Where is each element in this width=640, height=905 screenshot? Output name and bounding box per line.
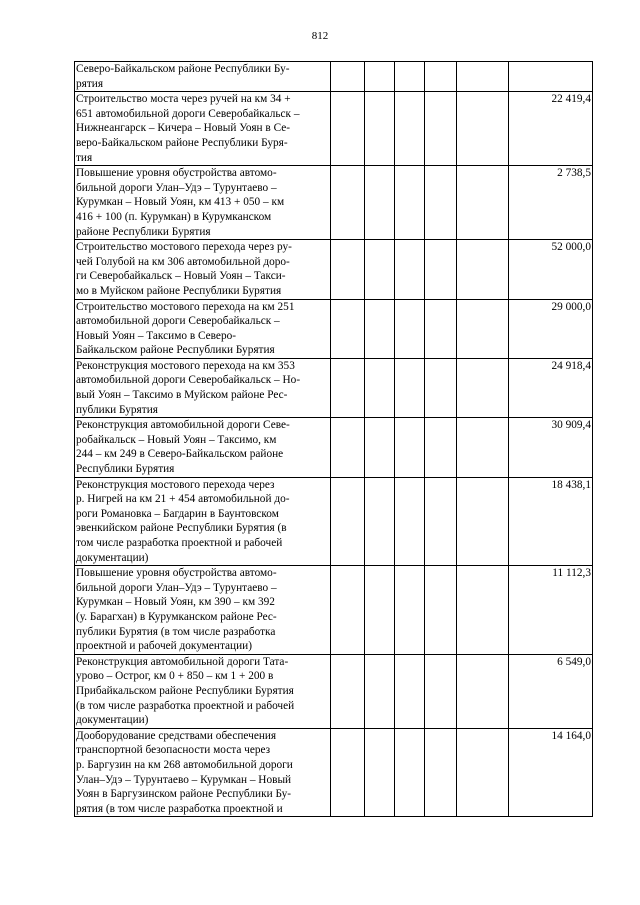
- empty-cell: [457, 654, 509, 728]
- row-description: [75, 358, 331, 417]
- description-line: Курумкан – Новый Уоян, км 390 – км 392: [76, 596, 275, 609]
- table-row: [75, 166, 593, 240]
- empty-cell: [395, 240, 425, 299]
- description-line: Реконструкция автомобильной дороги Севе-: [76, 419, 290, 432]
- description-line: публики Бурятия: [76, 403, 158, 416]
- empty-cell: [331, 566, 365, 655]
- empty-cell: [331, 728, 365, 817]
- table-row: [75, 299, 593, 358]
- empty-cell: [365, 240, 395, 299]
- row-description: [75, 299, 331, 358]
- description-line: Строительство мостового перехода через ру-: [76, 241, 292, 254]
- empty-cell: [365, 654, 395, 728]
- empty-cell: [425, 299, 457, 358]
- description-line: проектной и рабочей документации): [76, 640, 252, 653]
- empty-cell: [331, 358, 365, 417]
- description-line: Повышение уровня обустройства автомо-: [76, 167, 277, 180]
- row-description: [75, 240, 331, 299]
- description-line: Курумкан – Новый Уоян, км 413 + 050 – км: [76, 196, 285, 209]
- description-line: бильной дороги Улан–Удэ – Турунтаево –: [76, 181, 277, 194]
- row-description: [75, 728, 331, 817]
- description-line: тия: [76, 151, 93, 164]
- empty-cell: [365, 62, 395, 92]
- row-description: [75, 654, 331, 728]
- empty-cell: [395, 477, 425, 566]
- empty-cell: [457, 358, 509, 417]
- empty-cell: [395, 166, 425, 240]
- row-amount: 2 738,5: [509, 166, 593, 240]
- empty-cell: [457, 418, 509, 477]
- description-line: документации): [76, 714, 149, 727]
- empty-cell: [365, 358, 395, 417]
- page-number: 812: [311, 30, 329, 42]
- table-row: [75, 240, 593, 299]
- empty-cell: [365, 299, 395, 358]
- empty-cell: [331, 418, 365, 477]
- description-line: Прибайкальском районе Республики Бурятия: [76, 684, 294, 697]
- empty-cell: [365, 418, 395, 477]
- table-row: [75, 62, 593, 92]
- description-line: Реконструкция автомобильной дороги Тата-: [76, 655, 289, 668]
- description-line: районе Республики Бурятия: [76, 225, 211, 238]
- empty-cell: [331, 299, 365, 358]
- empty-cell: [331, 240, 365, 299]
- empty-cell: [365, 477, 395, 566]
- empty-cell: [457, 728, 509, 817]
- empty-cell: [395, 62, 425, 92]
- empty-cell: [457, 566, 509, 655]
- empty-cell: [457, 92, 509, 166]
- empty-cell: [331, 166, 365, 240]
- table-row: [75, 477, 593, 566]
- empty-cell: [425, 166, 457, 240]
- empty-cell: [425, 477, 457, 566]
- row-amount: 14 164,0: [509, 728, 593, 817]
- row-amount: 29 000,0: [509, 299, 593, 358]
- empty-cell: [425, 62, 457, 92]
- description-line: р. Нигрей на км 21 + 454 автомобильной до-: [76, 493, 290, 506]
- description-line: бильной дороги Улан–Удэ – Турунтаево –: [76, 581, 277, 594]
- empty-cell: [425, 240, 457, 299]
- description-line: Уоян в Баргузинском районе Республики Бу-: [76, 788, 292, 801]
- description-line: (в том числе разработка проектной и рабочей: [76, 699, 295, 712]
- description-line: Строительство мостового перехода на км 251: [76, 300, 295, 313]
- empty-cell: [365, 728, 395, 817]
- empty-cell: [365, 166, 395, 240]
- description-line: Республики Бурятия: [76, 463, 175, 476]
- empty-cell: [395, 654, 425, 728]
- description-line: автомобильной дороги Северобайкальск –: [76, 315, 280, 328]
- empty-cell: [395, 92, 425, 166]
- empty-cell: [457, 166, 509, 240]
- description-line: Новый Уоян – Таксимо в Северо-: [76, 329, 237, 342]
- empty-cell: [331, 654, 365, 728]
- description-line: Повышение уровня обустройства автомо-: [76, 567, 277, 580]
- empty-cell: [425, 654, 457, 728]
- empty-cell: [395, 299, 425, 358]
- row-amount: 24 918,4: [509, 358, 593, 417]
- description-line: публики Бурятия (в том числе разработка: [76, 625, 276, 638]
- row-description: [75, 418, 331, 477]
- empty-cell: [425, 566, 457, 655]
- description-line: 651 автомобильной дороги Северобайкальск –: [76, 107, 300, 120]
- empty-cell: [395, 418, 425, 477]
- description-line: Дооборудование средствами обеспечения: [76, 729, 277, 742]
- description-line: ги Северобайкальск – Новый Уоян – Такси-: [76, 270, 286, 283]
- empty-cell: [365, 92, 395, 166]
- description-line: (у. Барагхан) в Курумканском районе Рес-: [76, 610, 277, 623]
- description-line: 244 – км 249 в Северо-Байкальском районе: [76, 448, 284, 461]
- description-line: том числе разработка проектной и рабочей: [76, 537, 283, 549]
- description-line: робайкальск – Новый Уоян – Таксимо, км: [76, 433, 277, 446]
- description-line: Улан–Удэ – Турунтаево – Курумкан – Новый: [76, 773, 292, 786]
- table-row: [75, 566, 593, 655]
- row-amount: 6 549,0: [509, 654, 593, 728]
- description-line: эвенкийском районе Республики Бурятия (в: [76, 522, 287, 535]
- table-row: [75, 92, 593, 166]
- description-line: автомобильной дороги Северобайкальск – Но-: [76, 374, 301, 387]
- description-line: мо в Муйском районе Республики Бурятия: [76, 284, 282, 297]
- empty-cell: [395, 566, 425, 655]
- empty-cell: [457, 240, 509, 299]
- table-row: [75, 418, 593, 477]
- description-line: рятия (в том числе разработка проектной и: [76, 802, 283, 815]
- description-line: р. Баргузин на км 268 автомобильной дороги: [76, 758, 293, 771]
- description-line: Северо-Байкальском районе Республики Бу-: [76, 63, 290, 75]
- empty-cell: [425, 92, 457, 166]
- description-line: Реконструкция мостового перехода на км 353: [76, 359, 295, 372]
- empty-cell: [425, 418, 457, 477]
- empty-cell: [331, 92, 365, 166]
- description-line: Нижнеангарск – Кичера – Новый Уоян в Се-: [76, 122, 291, 135]
- empty-cell: [457, 62, 509, 92]
- description-line: чей Голубой на км 306 автомобильной доро-: [76, 255, 290, 268]
- empty-cell: [395, 358, 425, 417]
- description-line: веро-Байкальском районе Республики Буря-: [76, 136, 288, 149]
- row-amount: 52 000,0: [509, 240, 593, 299]
- description-line: урово – Острог, км 0 + 850 – км 1 + 200 в: [76, 670, 274, 683]
- empty-cell: [331, 62, 365, 92]
- empty-cell: [365, 566, 395, 655]
- row-amount: 18 438,1: [509, 477, 593, 566]
- table-row: [75, 728, 593, 817]
- empty-cell: [457, 477, 509, 566]
- description-line: роги Романовка – Багдарин в Баунтовском: [76, 507, 279, 520]
- description-line: 416 + 100 (п. Курумкан) в Курумканском: [76, 210, 272, 223]
- budget-table: [74, 61, 593, 817]
- description-line: вый Уоян – Таксимо в Муйском районе Рес-: [76, 389, 288, 402]
- description-line: рятия: [76, 77, 104, 90]
- description-line: Байкальском районе Республики Бурятия: [76, 344, 275, 357]
- row-amount: 11 112,3: [509, 566, 593, 655]
- row-amount: [509, 62, 593, 92]
- empty-cell: [331, 477, 365, 566]
- row-amount: 30 909,4: [509, 418, 593, 477]
- row-amount: 22 419,4: [509, 92, 593, 166]
- row-description: [75, 62, 331, 92]
- description-line: Строительство моста через ручей на км 34 +: [76, 93, 291, 106]
- empty-cell: [425, 728, 457, 817]
- description-line: транспортной безопасности моста через: [76, 744, 271, 757]
- row-description: [75, 92, 331, 166]
- row-description: [75, 166, 331, 240]
- table-row: [75, 654, 593, 728]
- row-description: [75, 477, 331, 566]
- table-row: [75, 358, 593, 417]
- empty-cell: [395, 728, 425, 817]
- empty-cell: [425, 358, 457, 417]
- empty-cell: [457, 299, 509, 358]
- row-description: [75, 566, 331, 655]
- description-line: документации): [76, 551, 149, 564]
- description-line: Реконструкция мостового перехода через: [76, 478, 275, 491]
